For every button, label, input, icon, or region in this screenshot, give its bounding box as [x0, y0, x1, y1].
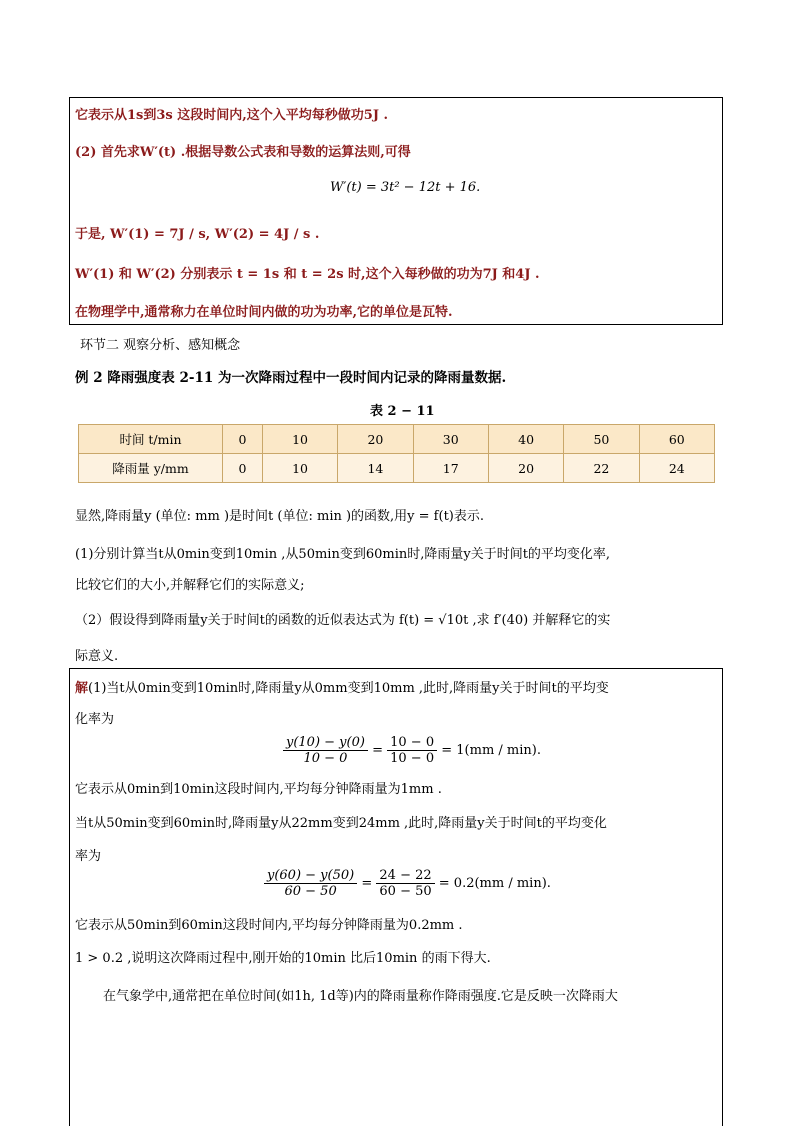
formula-2-den: 60 − 50 — [284, 884, 337, 899]
solution-line6: 它表示从50min到60min这段时间内,平均每分钟降雨量为0.2mm . — [75, 918, 463, 933]
row-header-time: 时间 t/min — [79, 425, 223, 454]
solution-line1 — [75, 677, 609, 696]
formula-2-num: y(60) − y(50) — [264, 868, 357, 884]
section-title: 环节二 观察分析、感知概念 — [80, 338, 241, 353]
example-title: 例 2 降雨强度表 2-11 为一次降雨过程中一段时间内记录的降雨量数据. — [75, 370, 507, 386]
table-cell: 20 — [338, 425, 413, 454]
table-row — [79, 425, 715, 454]
solution-line8: 在气象学中,通常把在单位时间(如1h, 1d等)内的降雨量称作降雨强度.它是反映一次降雨大 — [103, 989, 618, 1004]
box1-line5: 在物理学中,通常称力在单位时间内做的功为功率,它的单位是瓦特. — [75, 305, 453, 320]
table-cell: 0 — [223, 454, 263, 483]
solution-line4: 当t从50min变到60min时,降雨量y从22mm变到24mm ,此时,降雨量y关于时间t的平均变化 — [75, 816, 607, 831]
formula-1-den: 10 − 0 — [303, 751, 348, 766]
box1-formula: W′(t) = 3t² − 12t + 16. — [330, 180, 481, 195]
formula-1-den2: 10 − 0 — [390, 751, 435, 766]
box1-line2: (2) 首先求W′(t) .根据导数公式表和导数的运算法则,可得 — [75, 145, 411, 160]
solution-line5: 率为 — [75, 849, 102, 864]
row-header-rainfall: 降雨量 y/mm — [79, 454, 223, 483]
table-cell: 30 — [413, 425, 488, 454]
table-cell: 50 — [564, 425, 639, 454]
solution-line2: 化率为 — [75, 712, 115, 727]
problem-part1-line2: 比较它们的大小,并解释它们的实际意义; — [75, 578, 305, 593]
table-row — [79, 454, 715, 483]
formula-1: $\frac{y(10) - y(0)}{10 - 0}$ = $\frac{10 - 0}{10 - 0}$ = 1(mm / min). — [283, 735, 541, 766]
table-cell: 10 — [262, 425, 337, 454]
problem-part1-line1: (1)分别计算当t从0min变到10min ,从50min变到60min时,降雨量y关于时间t的平均变化率, — [75, 547, 611, 562]
table-cell: 40 — [488, 425, 563, 454]
physics-solution-box — [69, 97, 723, 325]
table-cell: 60 — [639, 425, 714, 454]
box1-line1: 它表示从1s到3s 这段时间内,这个入平均每秒做功5J . — [75, 108, 389, 123]
problem-intro: 显然,降雨量y (单位: mm )是时间t (单位: min )的函数,用y = f(t)表示. — [75, 509, 484, 524]
problem-part2-line2: 际意义. — [75, 649, 119, 664]
formula-1-num2: 10 − 0 — [387, 735, 437, 751]
table-cell: 0 — [223, 425, 263, 454]
table-cell: 10 — [262, 454, 337, 483]
box1-line3: 于是, W′(1) = 7J / s, W′(2) = 4J / s . — [75, 227, 320, 242]
solution-line7: 1 > 0.2 ,说明这次降雨过程中,刚开始的10min 比后10min 的雨下得大. — [75, 951, 491, 966]
solution-label: 解 — [75, 681, 89, 696]
formula-2-num2: 24 − 22 — [376, 868, 434, 884]
problem-part2-line1: （2）假设得到降雨量y关于时间t的函数的近似表达式为 f(t) = √10t ,求 f′(40) 并解释它的实 — [75, 613, 611, 628]
table-cell: 14 — [338, 454, 413, 483]
table-caption: 表 2 − 11 — [370, 404, 435, 419]
formula-2: $\frac{y(60) - y(50)}{60 - 50}$ = $\frac{24 - 22}{60 - 50}$ = 0.2(mm / min). — [264, 868, 551, 899]
box1-line4: W′(1) 和 W′(2) 分别表示 t = 1s 和 t = 2s 时,这个入每秒做的功为7J 和4J . — [75, 267, 540, 282]
table-cell: 24 — [639, 454, 714, 483]
formula-1-result: = 1(mm / min). — [441, 743, 541, 758]
formula-2-result: = 0.2(mm / min). — [438, 876, 551, 891]
rainfall-table — [78, 424, 715, 483]
table-cell: 17 — [413, 454, 488, 483]
formula-2-den2: 60 − 50 — [379, 884, 432, 899]
table-cell: 20 — [488, 454, 563, 483]
solution-text: (1)当t从0min变到10min时,降雨量y从0mm变到10mm ,此时,降雨量y关于时间t的平均变 — [88, 681, 609, 696]
solution-line3: 它表示从0min到10min这段时间内,平均每分钟降雨量为1mm . — [75, 782, 442, 797]
formula-1-num: y(10) − y(0) — [283, 735, 368, 751]
table-cell: 22 — [564, 454, 639, 483]
